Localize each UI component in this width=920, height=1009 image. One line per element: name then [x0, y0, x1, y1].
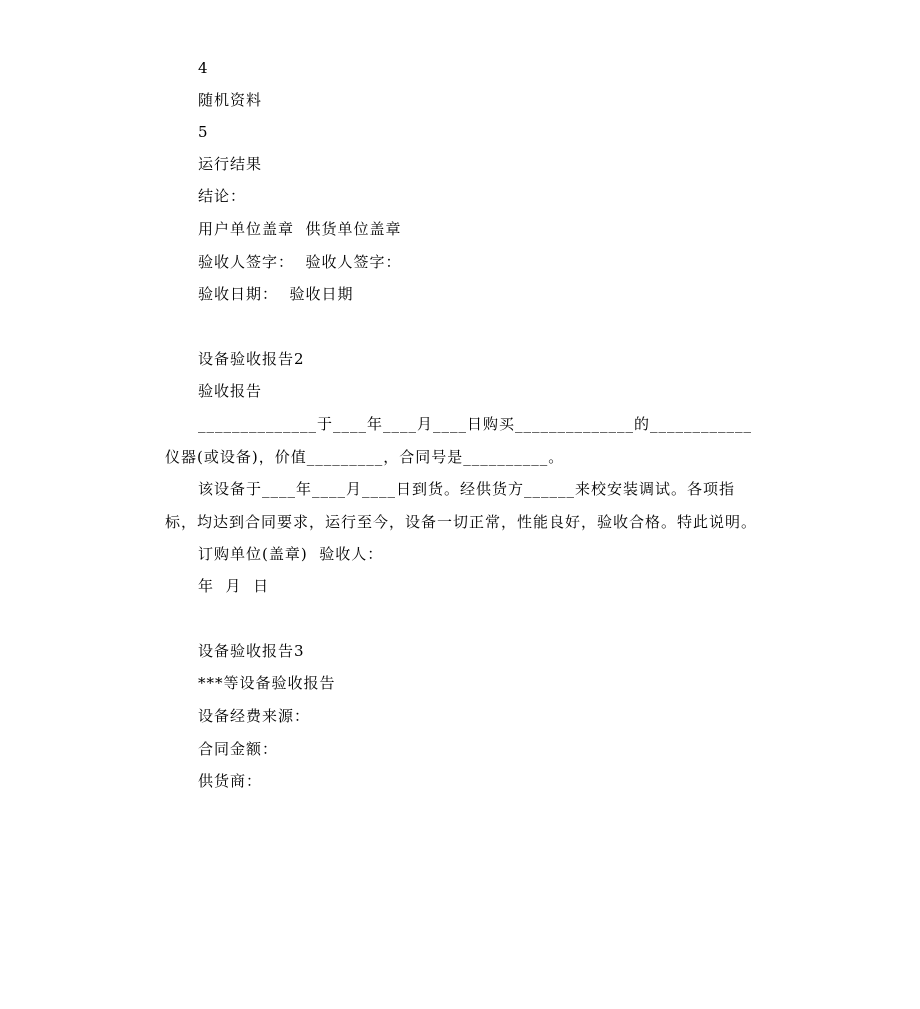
report-2-heading: 设备验收报告2: [198, 350, 305, 368]
supplier-line: 供货商：: [198, 772, 263, 790]
report-3-heading: 设备验收报告3: [198, 642, 305, 660]
report-3-title: ***等设备验收报告: [198, 674, 336, 692]
arrival-paragraph: 该设备于____年____月____日到货。经供货方______来校安装调试。各项指标，均达到合同要求，运行至今，设备一切正常，性能良好，验收合格。特此说明。: [165, 480, 758, 531]
item-4-label: 随机资料: [198, 91, 263, 109]
date-line: 年 月 日: [198, 577, 270, 595]
item-5-label: 运行结果: [198, 155, 263, 173]
seal-line: 用户单位盖章 供货单位盖章: [198, 220, 402, 238]
report-2-title: 验收报告: [198, 382, 263, 400]
item-4-number: 4: [198, 59, 209, 77]
contract-amount-line: 合同金额：: [198, 740, 279, 758]
item-5-number: 5: [198, 123, 209, 141]
conclusion-line: 结论：: [198, 187, 247, 205]
signoff-line: 订购单位(盖章) 验收人：: [198, 545, 384, 563]
purchase-paragraph: ______________于____年____月____日购买______________的____________仪器(或设备)，价值_________，合同号是__________。: [165, 415, 753, 466]
funding-source-line: 设备经费来源：: [198, 707, 311, 725]
signature-line: 验收人签字： 验收人签字：: [198, 253, 402, 271]
acceptance-date-line: 验收日期： 验收日期: [198, 285, 354, 303]
